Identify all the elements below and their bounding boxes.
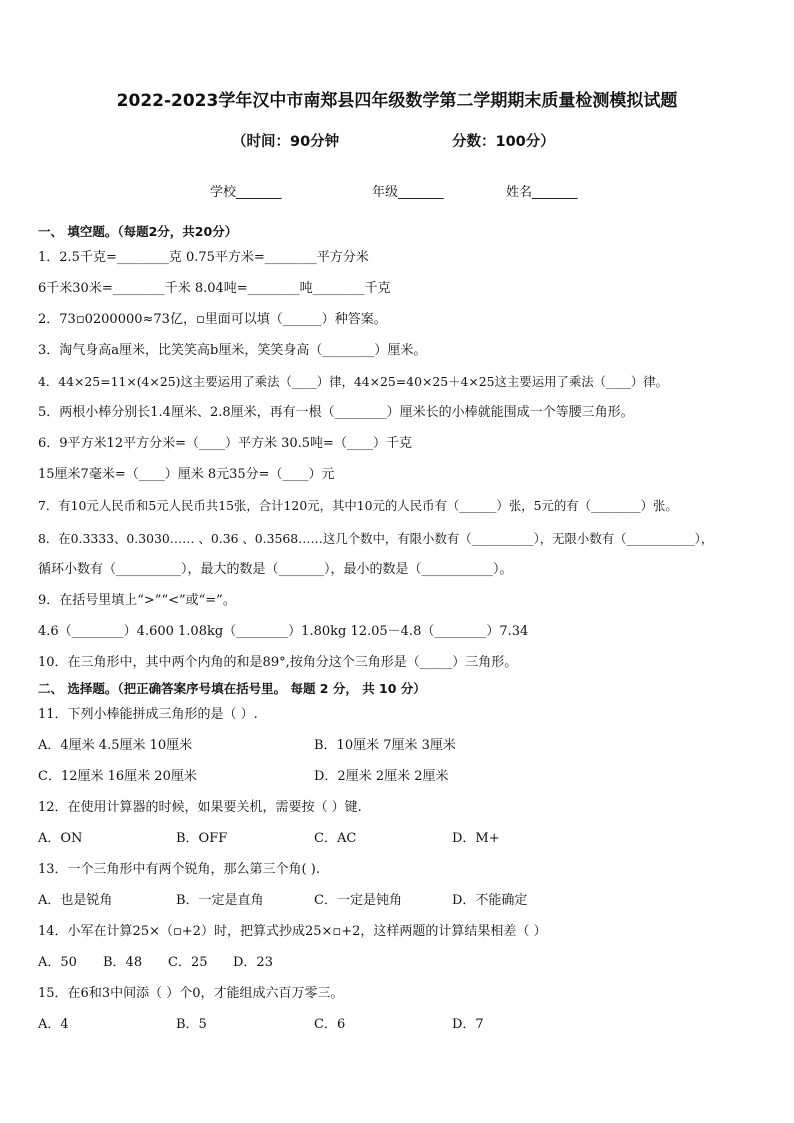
choice-option[interactable]: B．5 <box>176 1017 207 1032</box>
question-line: 6．9平方米12平方分米=（____）平方米 30.5吨=（____）千克 <box>38 436 412 451</box>
question-line: 4.6（________）4.600 1.08kg（________）1.80kg 12.05－4.8（________）7.34 <box>38 624 529 639</box>
choice-option[interactable]: B．OFF <box>176 831 228 846</box>
question-line: 7．有10元人民币和5元人民币共15张，合计120元，其中10元的人民币有（______）张，5元的有（________）张。 <box>38 498 678 513</box>
question-line: 5．两根小棒分别长1.4厘米、2.8厘米，再有一根（________）厘米长的小棒就能围成一个等腰三角形。 <box>38 405 634 420</box>
choice-option[interactable]: D．M+ <box>452 831 500 846</box>
choice-option[interactable]: A．也是锐角 <box>38 893 113 908</box>
question-13: 13．一个三角形中有两个锐角，那么第三个角( ). <box>38 862 320 877</box>
choice-option[interactable]: D．不能确定 <box>452 893 528 908</box>
question-line: 10．在三角形中，其中两个内角的和是89°,按角分这个三角形是（_____）三角形。 <box>38 655 518 670</box>
choice-option[interactable]: A．4 <box>38 1017 69 1032</box>
choice-option[interactable]: C．6 <box>314 1017 346 1032</box>
choice-option[interactable]: C．一定是钝角 <box>314 893 402 908</box>
choice-option[interactable]: D．23 <box>233 955 273 970</box>
grade-field[interactable]: 年级_______ <box>372 185 444 200</box>
time-limit: （时间：90分钟 <box>232 134 340 150</box>
question-12: 12．在使用计算器的时候，如果要关机，需要按（ ）键. <box>38 800 362 815</box>
choice-option[interactable]: A．4厘米 4.5厘米 10厘米 <box>38 738 193 753</box>
question-line: 2．73▫0200000≈73亿，▫里面可以填（______）种答案。 <box>38 312 387 327</box>
question-line: 6千米30米=________千米 8.04吨=________吨________千克 <box>38 281 391 296</box>
choice-option[interactable]: D．2厘米 2厘米 2厘米 <box>314 769 449 784</box>
question-line: 8．在0.3333、0.3030…… 、0.36 、0.3568……这几个数中，有限小数有（__________），无限小数有（___________）， <box>38 531 714 546</box>
name-field[interactable]: 姓名_______ <box>506 185 578 200</box>
choice-option[interactable]: C．12厘米 16厘米 20厘米 <box>38 769 197 784</box>
question-11: 11．下列小棒能拼成三角形的是（ ）. <box>38 707 258 722</box>
choice-option[interactable]: C．AC <box>314 831 357 846</box>
section-heading-choice: 二、 选择题。（把正确答案序号填在括号里。 每题 2 分， 共 10 分） <box>38 681 426 696</box>
choice-option[interactable]: C．25 <box>168 955 208 970</box>
choice-option[interactable]: D．7 <box>452 1017 484 1032</box>
choice-option[interactable]: A．50 <box>38 955 77 970</box>
page-title: 2022-2023学年汉中市南郑县四年级数学第二学期期末质量检测模拟试题 <box>116 91 678 111</box>
choice-option[interactable]: B．一定是直角 <box>176 893 264 908</box>
question-line: 循环小数有（__________），最大的数是（_______），最小的数是（___________）。 <box>38 562 513 577</box>
question-line: 15厘米7毫米=（____）厘米 8元35分=（____）元 <box>38 467 335 482</box>
school-field[interactable]: 学校_______ <box>210 185 282 200</box>
choice-option[interactable]: A．ON <box>38 831 83 846</box>
question-line: 3．淘气身高a厘米，比笑笑高b厘米，笑笑身高（________）厘米。 <box>38 343 427 358</box>
choice-option[interactable]: B．48 <box>103 955 143 970</box>
choice-option[interactable]: B．10厘米 7厘米 3厘米 <box>314 738 456 753</box>
question-14: 14．小军在计算25×（▫+2）时，把算式抄成25×▫+2，这样两题的计算结果相差（ ） <box>38 924 547 939</box>
question-line: 9．在括号里填上“>”“<”或“=”。 <box>38 593 236 608</box>
section-heading-fill: 一、 填空题。（每题2分，共20分） <box>38 224 238 239</box>
total-score: 分数：100分） <box>452 134 555 150</box>
question-15: 15．在6和3中间添（ ）个0，才能组成六百万零三。 <box>38 986 344 1001</box>
question-line: 1．2.5千克=________克 0.75平方米=________平方分米 <box>38 250 369 265</box>
question-line: 4．44×25=11×(4×25)这主要运用了乘法（____）律，44×25=40×25＋4×25这主要运用了乘法（____）律。 <box>38 374 668 389</box>
